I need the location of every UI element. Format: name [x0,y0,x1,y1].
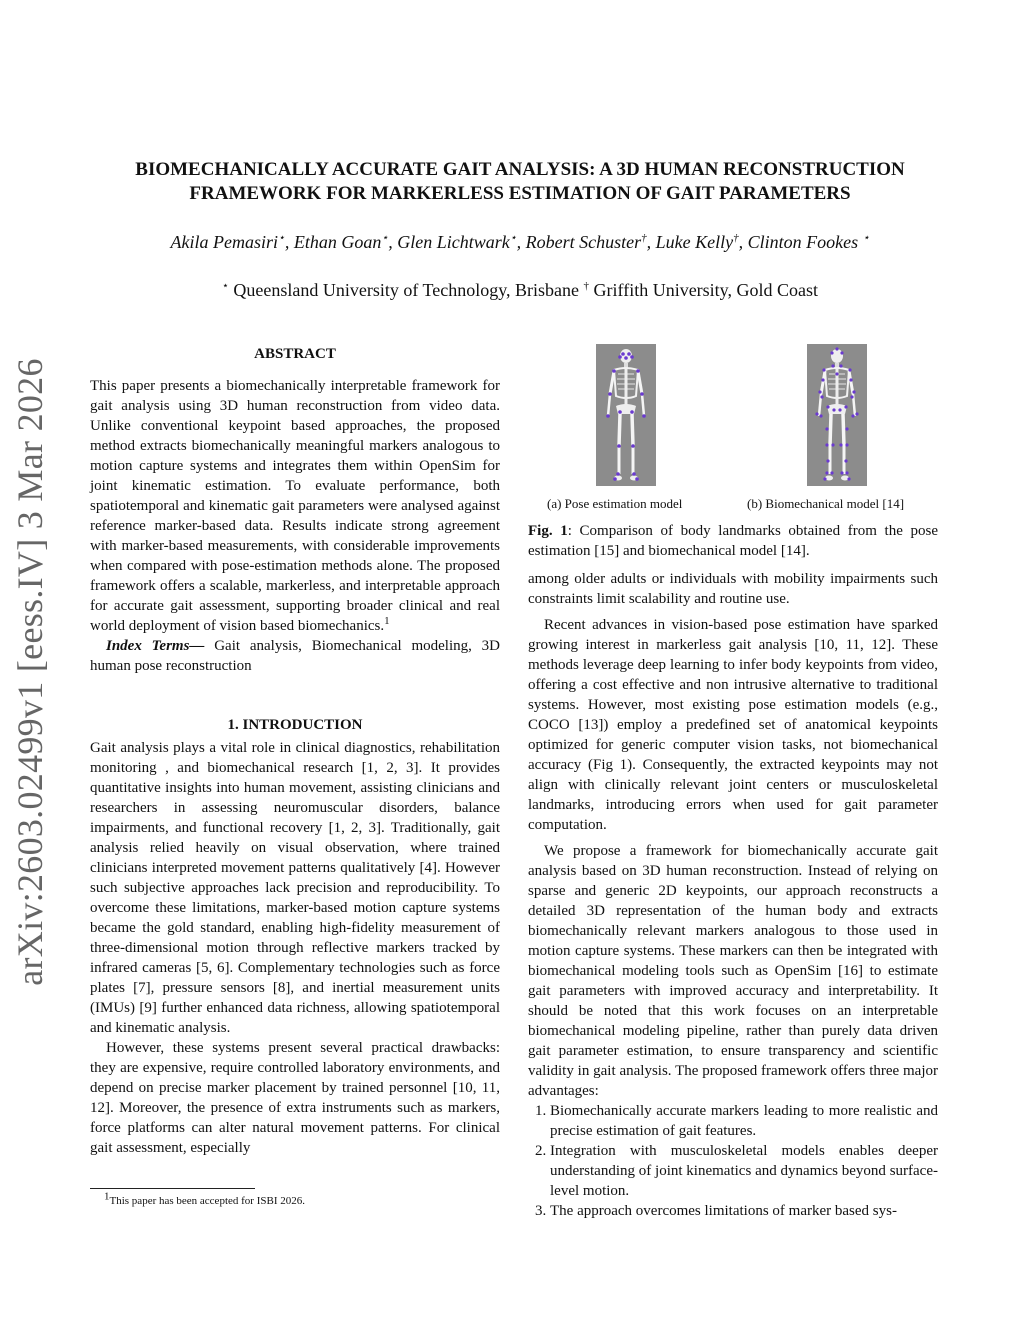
right-paragraph-3: We propose a framework for biomechanically accurate gait analysis based on 3D human reconstruction. Instead of relying on sparse and generic 2D keypoints, our approach reconstructs a detailed 3D representation of the human body and extracts biomechanically relevant markers analogous to those used in motion capture systems. These markers can then be integrated with biomechanical modeling tools such as OpenSim [16] to estimate gait parameters with improved accuracy and interpretability. It should be noted that this work focuses on an interpretable biomechanical modeling pipeline, rather than purely data driven gait parameter estimation, to ensure transparency and scientific validity in gait analysis. The proposed framework offers three major advantages: [528,843,938,1099]
subfigure-caption-b: (b) Biomechanical model [14] [747,496,905,511]
author: Glen Lichtwark [397,232,510,252]
right-column-body [528,569,938,1221]
author-list: Akila Pemasiri⋆, Ethan Goan⋆, Glen Lichtwark⋆, Robert Schuster†, Luke Kelly†, Clinton Fookes ⋆ [170,232,870,252]
author: Luke Kelly [655,232,734,252]
advantages-list [528,1101,938,1221]
footnote: $^1$This paper has been accepted for ISBI 2026. [104,1190,305,1207]
figure-1 [528,340,938,510]
abstract-heading: ABSTRACT [254,346,336,362]
section-heading-introduction: 1. INTRODUCTION [227,717,363,733]
intro-paragraph-1: Gait analysis plays a vital role in clinical diagnostics, rehabilitation monitoring , and biomechanical research [1, 2, 3]. It provides quantitative insights into human movement, assisting clinicians and researchers in assessing neuromuscular disorders, balance impairments, and functional recovery [1, 2, 3]. Traditionally, gait analysis relied heavily on visual observation, where trained clinicians interpreted movement patterns qualitatively [4]. However such subjective approaches lack precision and reproducibility. To overcome these limitations, marker-based motion capture systems became the gold standard, enabling high-fidelity measurement of three-dimensional motion through reflective markers tracked by infrared cameras [5, 6]. Complementary technologies such as force plates [7], pressure sensors [8], and inertial measurement units (IMUs) [9] further enhanced data richness, allowing spatiotemporal and kinematic analysis. [90,740,500,1036]
right-paragraph-1: among older adults or individuals with mobility impairments such constraints limit scalability and routine use. [528,571,938,607]
figure-label: Fig. 1 [528,523,568,539]
author: Robert Schuster [525,232,642,252]
pose-estimation-skeleton-image [596,344,656,486]
paper-title [60,158,980,206]
skeleton-icon [596,344,656,486]
subfigure-caption-a: (a) Pose estimation model [547,496,683,511]
affiliation-2: Griffith University, Gold Coast [593,280,819,300]
index-terms: Gait analysis, Biomechanical modeling, 3D human pose reconstruction [90,638,501,674]
author: Akila Pemasiri [170,232,278,252]
abstract-body [90,376,500,676]
skeleton-icon [807,344,867,486]
introduction-body [90,738,500,1158]
abstract-text: This paper presents a biomechanically interpretable framework for gait analysis using 3D human reconstruction from video data. Unlike conventional keypoint based approaches, the proposed method extracts biomechanically meaningful markers analogous to motion capture systems and integrates them within OpenSim for joint kinematic estimation. To evaluate performance, both spatiotemporal and kinematic gait parameters were analysed against reference marker-based data. Results indicate strong agreement with marker-based measurements, with considerable improvements when compared with pose-estimation methods alone. The proposed framework offers a scalable, markerless, and interpretable approach for accurate gait assessment, supporting broader clinical and real world deployment of vision based biomechanics. [90,378,500,634]
arxiv-identifier: arXiv:2603.02499v1 [eess.IV] 3 Mar 2026 [10,358,50,986]
author: Ethan Goan [293,232,382,252]
footnote-divider [90,1188,255,1189]
title-line-1: BIOMECHANICALLY ACCURATE GAIT ANALYSIS: A 3D HUMAN RECONSTRUCTION [135,159,905,180]
intro-paragraph-2: However, these systems present several practical drawbacks: they are expensive, require controlled laboratory environments, and depend on precise marker placement by trained personnel [10, 11, 12]. Moreover, the presence of extra instruments such as markers, force platforms can alter natural movement patterns. For clinical gait assessment, especially [90,1040,500,1156]
affiliation-1: Queensland University of Technology, Brisbane [233,280,580,300]
affiliations: ⋆ Queensland University of Technology, Brisbane † Griffith University, Gold Coast [221,280,819,300]
biomechanical-skeleton-image [807,344,867,486]
figure-caption: Fig. 1: Comparison of body landmarks obtained from the pose estimation [15] and biomechanical model [14]. [528,523,938,559]
index-terms-label: Index Terms— [106,638,205,654]
title-line-2: FRAMEWORK FOR MARKERLESS ESTIMATION OF GAIT PARAMETERS [189,183,851,204]
footnote-ref[interactable]: 1 [384,615,390,627]
list-item: 3. The approach overcomes limitations of marker based sys- [550,1201,938,1221]
list-item: 1. Biomechanically accurate markers leading to more realistic and precise estimation of gait features. [550,1101,938,1141]
right-paragraph-2: Recent advances in vision-based pose estimation have sparked growing interest in markerless gait analysis [10, 11, 12]. These methods leverage deep learning to infer body keypoints from video, offering a cost effective and non intrusive alternative to traditional systems. However, most existing pose estimation models (e.g., COCO [13]) employ a predefined set of anatomical keypoints optimized for generic computer vision tasks, not biomechanical accuracy (Fig 1). Consequently, the extracted keypoints may not align with clinically relevant joint centers or musculoskeletal landmarks, introducing errors when used for gait parameter computation. [528,617,938,833]
list-item: 2. Integration with musculoskeletal models enables deeper understanding of joint kinematics and dynamics beyond surface-level motion. [550,1141,938,1201]
author: Clinton Fookes [747,232,859,252]
